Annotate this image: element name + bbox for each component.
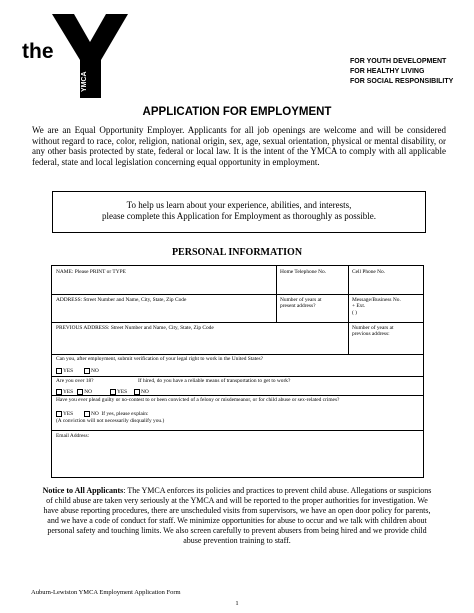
svg-text:™: ™ [118, 16, 123, 22]
home-phone-field[interactable]: Home Telephone No. [280, 269, 327, 275]
instructions-line-1: To help us learn about your experience, abilities, and interests, [126, 200, 352, 210]
over-18-question: Are you over 18? [56, 378, 94, 384]
conviction-no-checkbox[interactable] [84, 411, 90, 417]
page-title: APPLICATION FOR EMPLOYMENT [142, 106, 332, 118]
name-field[interactable]: NAME: Please PRINT or TYPE [56, 269, 126, 275]
conviction-yes-checkbox[interactable] [56, 411, 62, 417]
cell-phone-field[interactable]: Cell Phone No. [352, 269, 386, 275]
conviction-options: YES NO If yes, please explain: [56, 411, 148, 418]
transport-options: YES NO [110, 389, 149, 396]
personal-info-form [51, 265, 424, 478]
explain-label: If yes, please explain: [101, 411, 149, 418]
years-previous-field[interactable]: Number of years at previous address: [352, 325, 394, 338]
notice-text: : The YMCA enforces its policies and practices to prevent child abuse. Allegations or suspicions of child abuse are taken very seriously at the YMCA and will be reported to the proper authorities for investigation. We have abuse reporting procedures, there are unscheduled visits from supervisors, we have an open door policy for parents, and we have a code of conduct for staff. We minimize opportunities for abuse to occur and we talk with children about personal safety and touching limits. We also screen carefully to prevent abusers from being hired and we provide child abuse prevention training to staff. [43, 486, 432, 545]
transport-no-checkbox[interactable] [134, 389, 140, 395]
footer-text: Auburn-Lewiston YMCA Employment Application Form [31, 589, 181, 596]
work-verification-question: Can you, after employment, submit verification of your legal right to work in the United States? [56, 356, 264, 362]
section-title: PERSONAL INFORMATION [171, 247, 303, 258]
over18-yes-checkbox[interactable] [56, 389, 62, 395]
page-number: 1 [235, 600, 239, 607]
notice-to-applicants [40, 486, 434, 546]
tagline-line-1: FOR YOUTH DEVELOPMENT [350, 58, 447, 65]
message-phone-field[interactable]: Message/Business No. + Ext. ( ) [352, 297, 401, 316]
instructions-box [52, 191, 426, 233]
over-18-options: YES NO [56, 389, 92, 396]
previous-address-field[interactable]: PREVIOUS ADDRESS: Street Number and Name, City, State, Zip Code [56, 325, 214, 331]
eeo-statement: We are an Equal Opportunity Employer. Applicants for all job openings are welcome and will be considered without regard to race, color, religion, national origin, sex, age, sexual orientation, physical or mental disability, or any other basis protected by state, federal or local law. It is the intent of the YMCA to comply with all applicable federal, state and local legislation concerning equal opportunity in employment. [32, 125, 446, 167]
years-present-field[interactable]: Number of years at present address? [280, 297, 322, 310]
instructions-line-2: please complete this Application for Employment as thoroughly as possible. [102, 211, 376, 221]
transport-yes-checkbox[interactable] [110, 389, 116, 395]
conviction-note: (A conviction will not necessarily disqualify you.) [56, 418, 165, 424]
verify-no-checkbox[interactable] [84, 368, 90, 374]
tagline-line-2: FOR HEALTHY LIVING [350, 68, 425, 75]
address-field[interactable]: ADDRESS: Street Number and Name, City, State, Zip Code [56, 297, 187, 303]
notice-heading: Notice to All Applicants [42, 486, 124, 495]
verify-yes-checkbox[interactable] [56, 368, 62, 374]
over18-no-checkbox[interactable] [77, 389, 83, 395]
logo-ymca-text: YMCA [81, 71, 88, 92]
logo-the-text: the [22, 40, 54, 63]
email-field[interactable]: Email Address: [56, 433, 90, 439]
transportation-question: If hired, do you have a reliable means of transportation to get to work? [138, 378, 291, 384]
conviction-question: Have you ever plead guilty or no-contest to or been convicted of a felony or misdemeanor, or for child abuse or sex-related crimes? [56, 397, 340, 403]
tagline-line-3: FOR SOCIAL RESPONSIBILITY [350, 78, 454, 85]
work-verification-options: YES NO [56, 368, 99, 375]
